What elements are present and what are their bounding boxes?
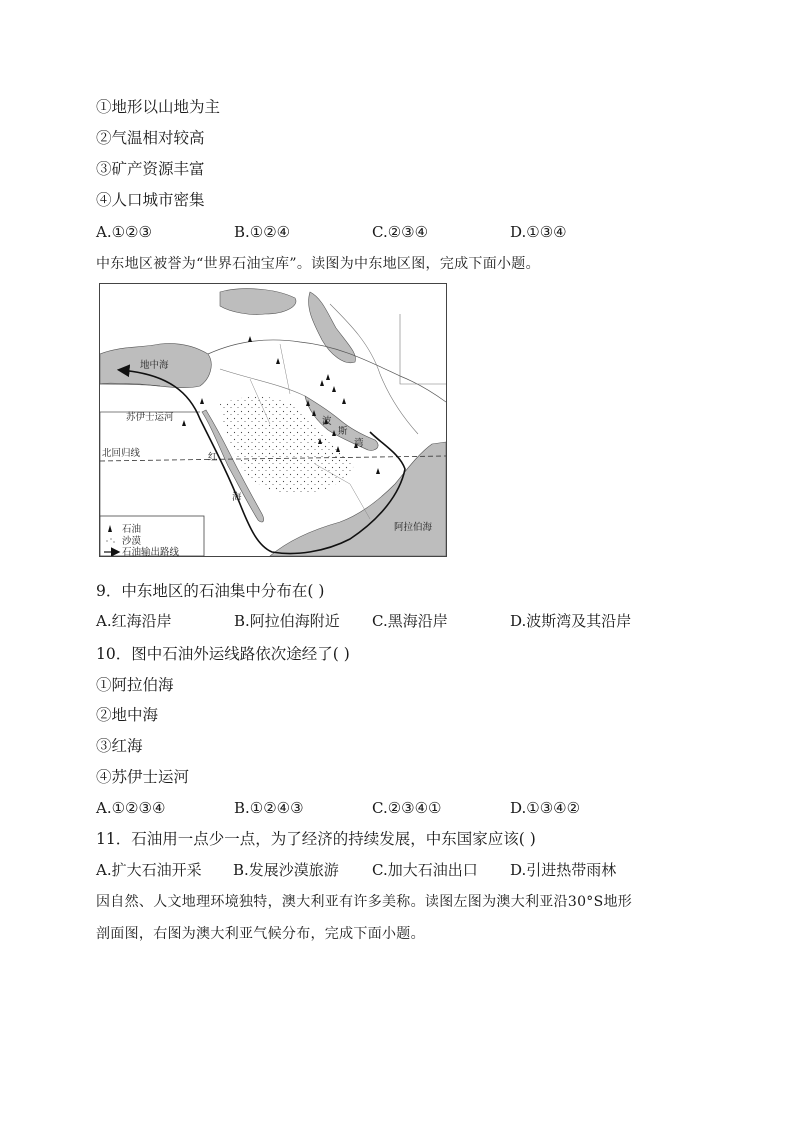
- q8-option-3: ③矿产资源丰富: [96, 160, 205, 178]
- q11-choice-c[interactable]: C.加大石油出口: [372, 861, 478, 879]
- q11-choice-a[interactable]: A.扩大石油开采: [96, 861, 202, 879]
- q8-option-2: ②气温相对较高: [96, 129, 205, 147]
- label-red-sea-1: 红: [208, 452, 218, 463]
- label-persian-1: 波: [322, 416, 332, 427]
- label-red-sea-2: 海: [232, 492, 242, 503]
- legend-desert: 沙漠: [122, 536, 142, 547]
- q9-choice-b[interactable]: B.阿拉伯海附近: [234, 612, 340, 630]
- label-suez: 苏伊士运河: [126, 412, 174, 423]
- q9-choice-c[interactable]: C.黑海沿岸: [372, 612, 448, 630]
- map-svg: [100, 284, 446, 556]
- q8-option-4: ④人口城市密集: [96, 191, 205, 209]
- q11-stem: 11．石油用一点少一点，为了经济的持续发展，中东国家应该( ): [96, 830, 536, 848]
- q10-item-3: ③红海: [96, 737, 143, 755]
- q10-item-2: ②地中海: [96, 706, 159, 724]
- q9-choice-a[interactable]: A.红海沿岸: [96, 612, 172, 630]
- map-legend: [100, 516, 204, 556]
- q8-choice-d[interactable]: D.①③④: [510, 223, 567, 241]
- q11-choice-d[interactable]: D.引进热带雨林: [510, 861, 617, 879]
- q8-option-1: ①地形以山地为主: [96, 98, 221, 116]
- q10-stem: 10．图中石油外运线路依次途经了( ): [96, 645, 350, 663]
- label-persian-2: 斯: [338, 426, 348, 437]
- q10-item-4: ④苏伊士运河: [96, 768, 190, 786]
- label-arabian-sea: 阿拉伯海: [394, 522, 433, 533]
- legend-oil: 石油: [122, 524, 142, 535]
- q8-choice-a[interactable]: A.①②③: [96, 223, 152, 241]
- q10-choice-c[interactable]: C.②③④①: [372, 799, 442, 817]
- intro-australia-line-1: 因自然、人文地理环境独特，澳大利亚有许多美称。读图左图为澳大利亚沿30°S地形: [96, 894, 633, 910]
- label-persian-3: 湾: [354, 438, 364, 449]
- q10-item-1: ①阿拉伯海: [96, 676, 174, 694]
- q10-choice-a[interactable]: A.①②③④: [96, 799, 166, 817]
- intro-middle-east: 中东地区被誉为“世界石油宝库”。读图为中东地区图，完成下面小题。: [96, 256, 540, 272]
- intro-australia-line-2: 剖面图，右图为澳大利亚气候分布，完成下面小题。: [96, 926, 425, 942]
- q11-choice-b[interactable]: B.发展沙漠旅游: [233, 861, 339, 879]
- label-mediterranean: 地中海: [140, 360, 169, 371]
- q9-choice-d[interactable]: D.波斯湾及其沿岸: [510, 612, 632, 630]
- q9-stem: 9．中东地区的石油集中分布在( ): [96, 582, 325, 600]
- legend-route: 石油输出路线: [122, 547, 180, 556]
- q10-choice-d[interactable]: D.①③④②: [510, 799, 581, 817]
- q10-choice-b[interactable]: B.①②④③: [234, 799, 304, 817]
- label-tropic: 北回归线: [102, 448, 141, 459]
- middle-east-map: [99, 283, 447, 557]
- q8-choice-b[interactable]: B.①②④: [234, 223, 291, 241]
- q8-choice-c[interactable]: C.②③④: [372, 223, 429, 241]
